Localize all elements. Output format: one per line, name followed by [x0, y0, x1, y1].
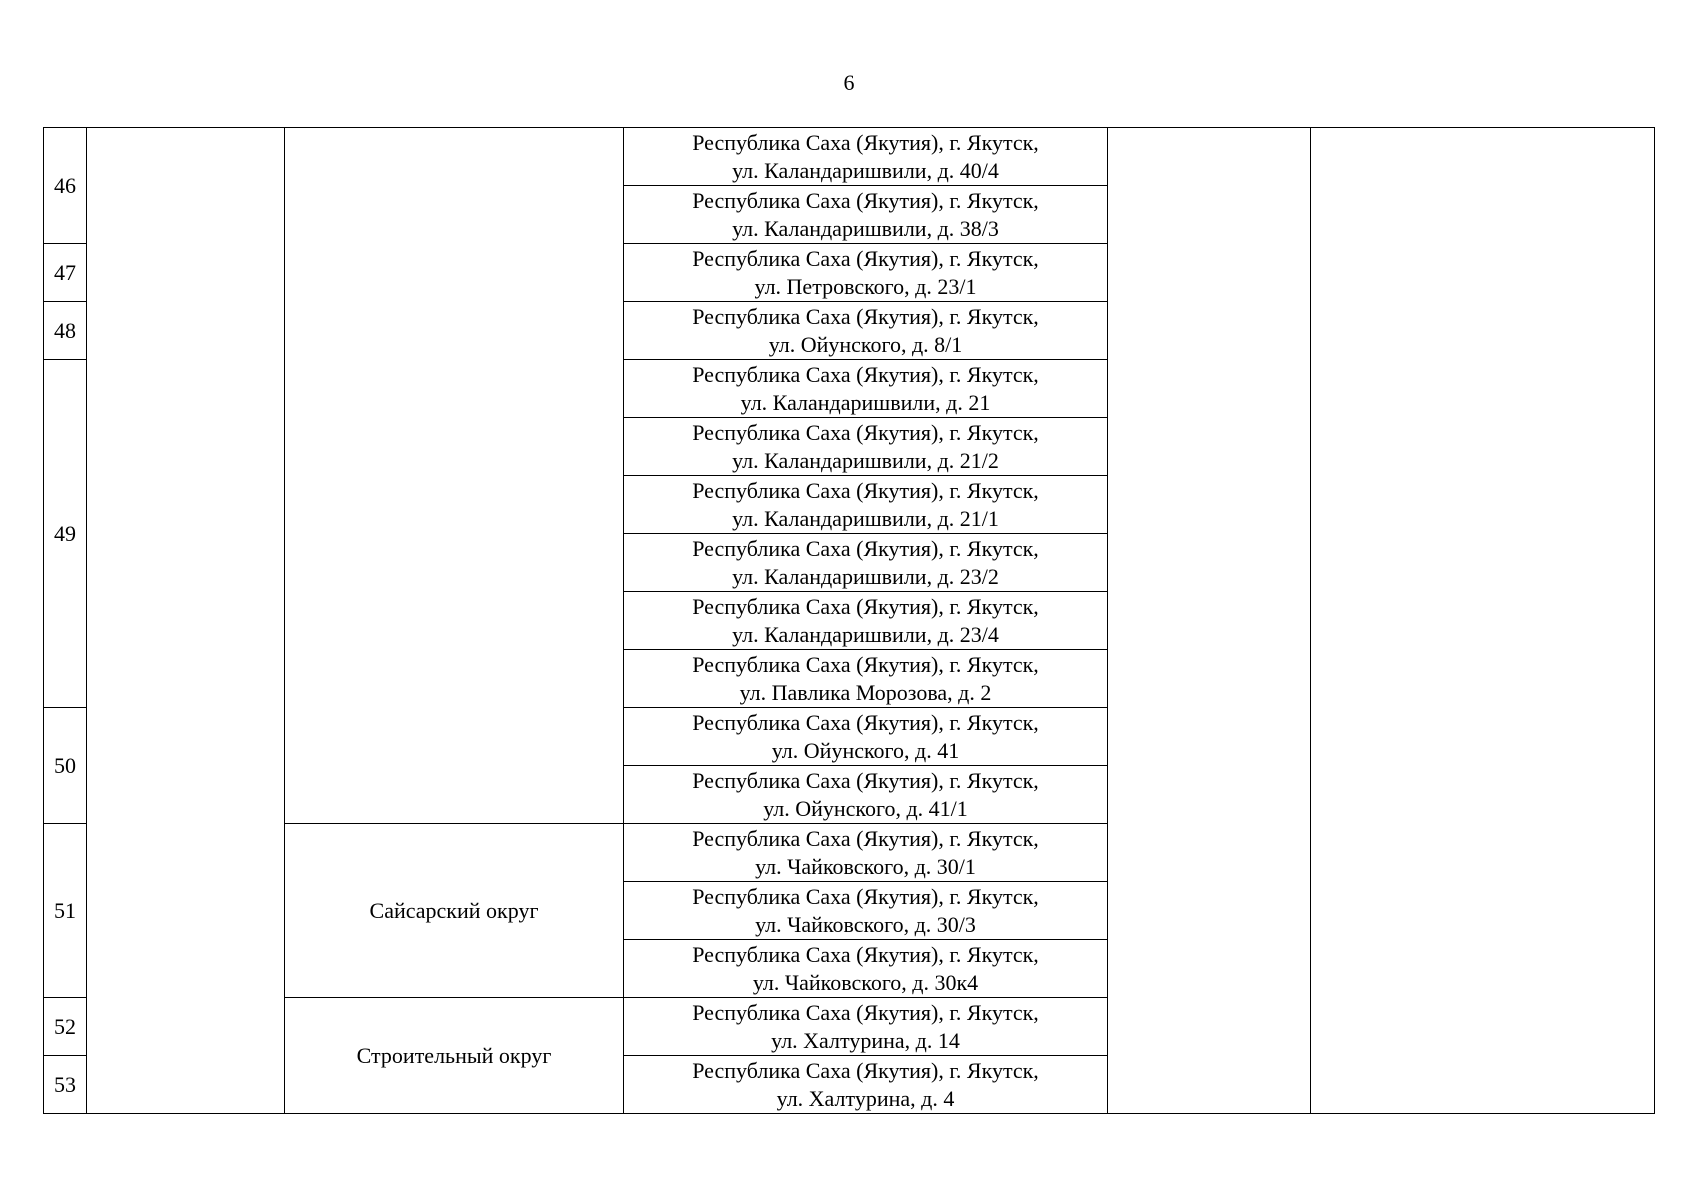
row-number: 53: [44, 1056, 87, 1114]
address-line: ул. Халтурина, д. 4: [776, 1085, 955, 1111]
address-line: ул. Каландаришвили, д. 21: [740, 389, 991, 415]
address-cell: [624, 708, 1108, 766]
address-line: Республика Саха (Якутия), г. Якутск,: [692, 825, 1039, 851]
address-line: Республика Саха (Якутия), г. Якутск,: [692, 593, 1039, 619]
address-cell: [624, 128, 1108, 186]
address-line: Республика Саха (Якутия), г. Якутск,: [692, 883, 1039, 909]
address-cell: [624, 302, 1108, 360]
page-number: 6: [843, 70, 855, 95]
address-cell: [624, 186, 1108, 244]
address-line: ул. Каландаришвили, д. 21/2: [732, 447, 999, 473]
address-cell: [624, 1056, 1108, 1114]
address-line: ул. Павлика Морозова, д. 2: [739, 679, 992, 705]
address-line: ул. Каландаришвили, д. 38/3: [732, 215, 999, 241]
address-line: Республика Саха (Якутия), г. Якутск,: [692, 941, 1039, 967]
address-line: Республика Саха (Якутия), г. Якутск,: [692, 303, 1039, 329]
address-cell: [624, 998, 1108, 1056]
address-line: ул. Ойунского, д. 41/1: [763, 795, 968, 821]
address-cell: [624, 882, 1108, 940]
row-number: 49: [44, 360, 87, 708]
address-cell: [624, 650, 1108, 708]
address-cell: [624, 476, 1108, 534]
address-line: Республика Саха (Якутия), г. Якутск,: [692, 767, 1039, 793]
address-line: Республика Саха (Якутия), г. Якутск,: [692, 477, 1039, 503]
address-line: ул. Каландаришвили, д. 23/4: [732, 621, 999, 647]
address-line: ул. Каландаришвили, д. 40/4: [732, 157, 999, 183]
address-table: [43, 127, 1655, 1114]
row-number: 51: [44, 824, 87, 998]
address-line: ул. Халтурина, д. 14: [771, 1027, 960, 1053]
address-line: ул. Петровского, д. 23/1: [754, 273, 977, 299]
address-cell: [624, 940, 1108, 998]
address-line: Республика Саха (Якутия), г. Якутск,: [692, 129, 1039, 155]
row-number: 47: [44, 244, 87, 302]
row-number: 46: [44, 128, 87, 244]
district-cell: [285, 128, 624, 824]
address-line: ул. Чайковского, д. 30к4: [752, 969, 979, 995]
address-line: ул. Каландаришвили, д. 23/2: [732, 563, 999, 589]
address-cell: [624, 418, 1108, 476]
address-line: ул. Ойунского, д. 8/1: [768, 331, 963, 357]
district-cell: Сайсарский округ: [285, 824, 624, 998]
district-cell: Строительный округ: [285, 998, 624, 1114]
address-line: ул. Чайковского, д. 30/3: [755, 911, 976, 937]
empty-cell: [1311, 128, 1655, 1114]
row-number: 48: [44, 302, 87, 360]
empty-cell: [87, 128, 285, 1114]
address-line: ул. Каландаришвили, д. 21/1: [732, 505, 999, 531]
address-line: Республика Саха (Якутия), г. Якутск,: [692, 361, 1039, 387]
address-cell: [624, 534, 1108, 592]
table-row: [44, 128, 1655, 186]
address-line: Республика Саха (Якутия), г. Якутск,: [692, 1057, 1039, 1083]
address-line: Республика Саха (Якутия), г. Якутск,: [692, 709, 1039, 735]
address-line: Республика Саха (Якутия), г. Якутск,: [692, 535, 1039, 561]
address-line: Республика Саха (Якутия), г. Якутск,: [692, 419, 1039, 445]
address-cell: [624, 766, 1108, 824]
address-line: Республика Саха (Якутия), г. Якутск,: [692, 651, 1039, 677]
address-cell: [624, 244, 1108, 302]
empty-cell: [1108, 128, 1311, 1114]
address-cell: [624, 360, 1108, 418]
address-cell: [624, 824, 1108, 882]
address-line: ул. Ойунского, д. 41: [771, 737, 960, 763]
address-cell: [624, 592, 1108, 650]
address-line: Республика Саха (Якутия), г. Якутск,: [692, 245, 1039, 271]
row-number: 52: [44, 998, 87, 1056]
address-line: Республика Саха (Якутия), г. Якутск,: [692, 999, 1039, 1025]
row-number: 50: [44, 708, 87, 824]
address-line: ул. Чайковского, д. 30/1: [755, 853, 976, 879]
address-line: Республика Саха (Якутия), г. Якутск,: [692, 187, 1039, 213]
